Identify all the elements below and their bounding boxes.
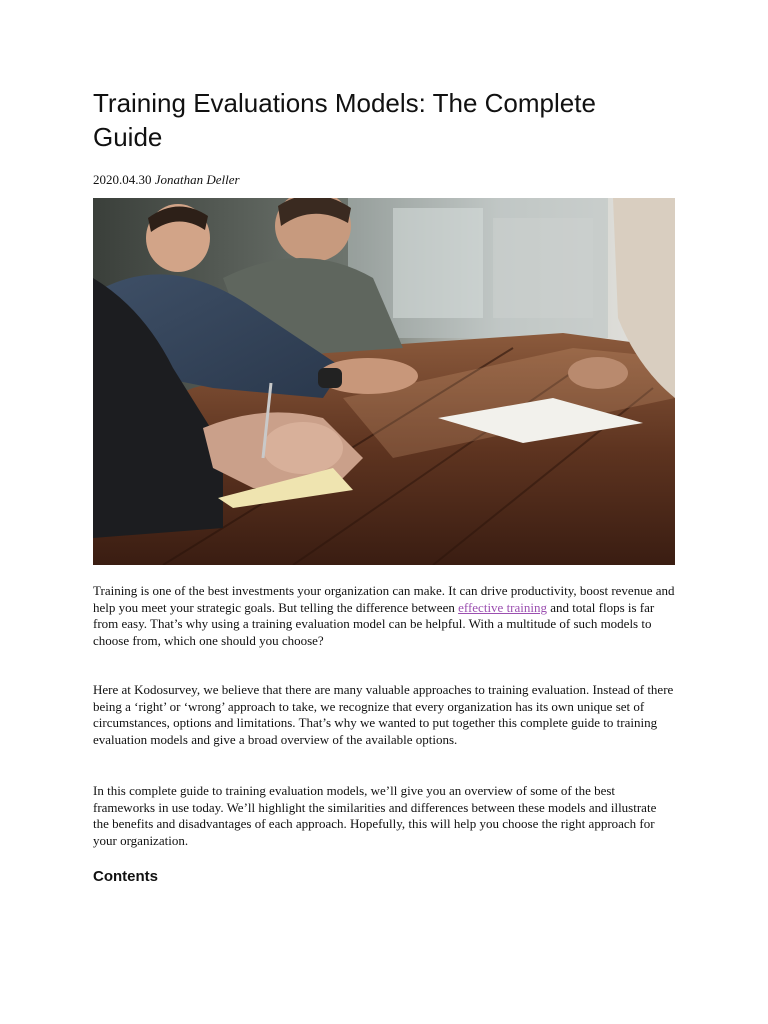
meeting-photo-image — [93, 198, 675, 565]
paragraph-1-text-before-link: Training is one of the best investments your organization can make. It can drive productivity, boost revenue and help you meet your strategic goals. But telling the difference between — [93, 583, 675, 615]
effective-training-link[interactable]: effective training — [458, 599, 548, 615]
paragraph-1-text-after-link: and total flops is far from easy. That’s why using a training evaluation model can be helpful. With a multitude of such models to choose from, which one should you choose? — [93, 599, 655, 648]
paragraph-1 — [93, 583, 675, 649]
publish-date: 2020.04.30 — [93, 172, 152, 187]
article-meta — [93, 171, 240, 189]
contents-heading: Contents — [93, 868, 158, 885]
page-title: Training Evaluations Models: The Complete Guide — [93, 88, 596, 152]
author-name: Jonathan Deller — [154, 172, 240, 187]
paragraph-3: In this complete guide to training evaluation models, we’ll give you an overview of some of the best frameworks in use today. We’ll highlight the similarities and differences between these models and illustrate the benefits and disadvantages of each approach. Hopefully, this will help you choose the right approach for your organization. — [93, 783, 657, 848]
paragraph-2: Here at Kodosurvey, we believe that there are many valuable approaches to training evaluation. Instead of there being a ‘right’ or ‘wrong’ approach to take, we recognize that every organization has its own unique set of circumstances, options and limitations. That’s why we wanted to put together this complete guide to training evaluation models and give a broad overview of the available options. — [93, 682, 674, 747]
